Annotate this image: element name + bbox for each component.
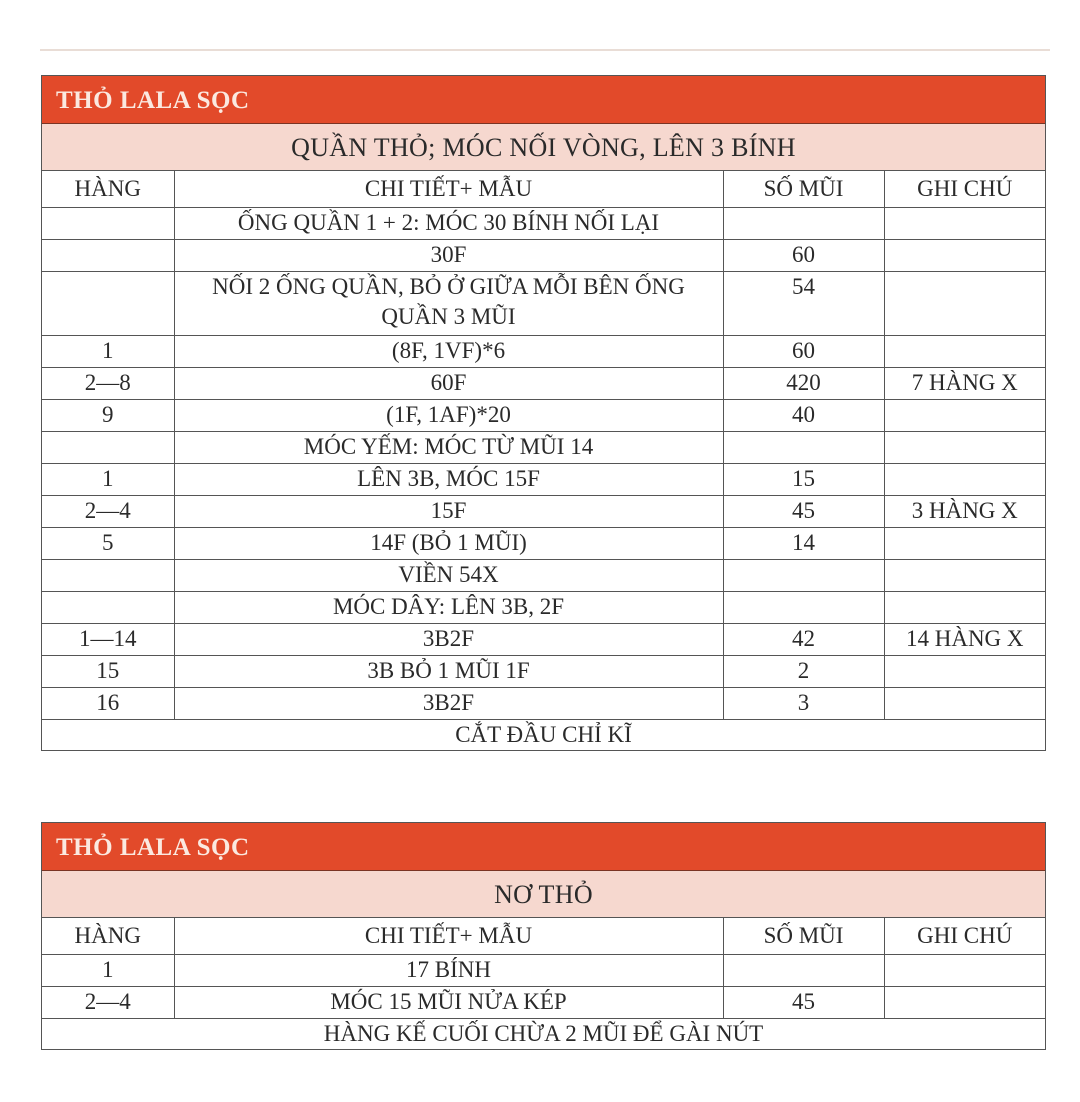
cell-so-mui: 60 (723, 336, 884, 368)
pattern-table (42, 918, 1045, 1049)
header-chi-tiet: CHI TIẾT+ MẪU (174, 171, 723, 208)
cell-so-mui: 45 (723, 987, 884, 1019)
cell-chi-tiet: 3B2F (174, 624, 723, 656)
cell-hang: 9 (42, 400, 174, 432)
footer-note: HÀNG KẾ CUỐI CHỪA 2 MŨI ĐỂ GÀI NÚT (42, 1019, 1045, 1050)
cell-chi-tiet: VIỀN 54X (174, 560, 723, 592)
cell-hang (42, 272, 174, 336)
table-row (42, 368, 1045, 400)
table-row (42, 987, 1045, 1019)
cell-so-mui (723, 560, 884, 592)
cell-ghi-chu (884, 955, 1045, 987)
pattern-table (42, 171, 1045, 750)
cell-chi-tiet: (1F, 1AF)*20 (174, 400, 723, 432)
cell-so-mui: 60 (723, 240, 884, 272)
cell-hang: 1 (42, 336, 174, 368)
cell-hang (42, 432, 174, 464)
table-row (42, 240, 1045, 272)
table-row (42, 688, 1045, 720)
cell-ghi-chu (884, 464, 1045, 496)
footer-note: CẮT ĐẦU CHỈ KĨ (42, 720, 1045, 751)
cell-hang (42, 240, 174, 272)
cell-chi-tiet: MÓC YẾM: MÓC TỪ MŨI 14 (174, 432, 723, 464)
cell-ghi-chu (884, 688, 1045, 720)
cell-chi-tiet: 60F (174, 368, 723, 400)
cell-chi-tiet: 14F (BỎ 1 MŨI) (174, 528, 723, 560)
pattern-card-pants (41, 75, 1046, 751)
table-row (42, 560, 1045, 592)
card-subtitle: QUẦN THỎ; MÓC NỐI VÒNG, LÊN 3 BÍNH (42, 124, 1045, 171)
table-row (42, 432, 1045, 464)
table-header-row (42, 171, 1045, 208)
cell-ghi-chu (884, 336, 1045, 368)
table-footer-row (42, 720, 1045, 751)
cell-hang: 1—14 (42, 624, 174, 656)
cell-so-mui (723, 955, 884, 987)
cell-hang: 15 (42, 656, 174, 688)
cell-so-mui: 15 (723, 464, 884, 496)
header-hang: HÀNG (42, 171, 174, 208)
table-footer-row (42, 1019, 1045, 1050)
cell-chi-tiet: (8F, 1VF)*6 (174, 336, 723, 368)
cell-hang (42, 208, 174, 240)
cell-chi-tiet: MÓC 15 MŨI NỬA KÉP (174, 987, 723, 1019)
cell-so-mui: 420 (723, 368, 884, 400)
cell-ghi-chu (884, 987, 1045, 1019)
table-row (42, 496, 1045, 528)
cell-hang (42, 592, 174, 624)
header-chi-tiet: CHI TIẾT+ MẪU (174, 918, 723, 955)
card-title: THỎ LALA SỌC (42, 76, 1045, 124)
header-so-mui: SỐ MŨI (723, 171, 884, 208)
cell-chi-tiet: NỐI 2 ỐNG QUẦN, BỎ Ở GIỮA MỖI BÊN ỐNG QUẦN 3 MŨI (174, 272, 723, 336)
cell-so-mui: 2 (723, 656, 884, 688)
table-row (42, 592, 1045, 624)
cell-so-mui: 40 (723, 400, 884, 432)
table-row (42, 955, 1045, 987)
table-row (42, 336, 1045, 368)
cell-ghi-chu (884, 592, 1045, 624)
table-row (42, 400, 1045, 432)
cell-ghi-chu: 3 HÀNG X (884, 496, 1045, 528)
cell-chi-tiet: ỐNG QUẦN 1 + 2: MÓC 30 BÍNH NỐI LẠI (174, 208, 723, 240)
cell-chi-tiet: 17 BÍNH (174, 955, 723, 987)
header-so-mui: SỐ MŨI (723, 918, 884, 955)
pattern-card-bow (41, 822, 1046, 1050)
cell-ghi-chu (884, 400, 1045, 432)
cell-hang: 2—4 (42, 987, 174, 1019)
header-ghi-chu: GHI CHÚ (884, 171, 1045, 208)
table-row (42, 528, 1045, 560)
cell-so-mui: 3 (723, 688, 884, 720)
cell-hang: 2—4 (42, 496, 174, 528)
cell-ghi-chu (884, 560, 1045, 592)
table-row (42, 208, 1045, 240)
cell-chi-tiet: 30F (174, 240, 723, 272)
cell-chi-tiet: 15F (174, 496, 723, 528)
cell-ghi-chu (884, 208, 1045, 240)
header-hang: HÀNG (42, 918, 174, 955)
cell-ghi-chu (884, 240, 1045, 272)
header-ghi-chu: GHI CHÚ (884, 918, 1045, 955)
cell-chi-tiet: 3B2F (174, 688, 723, 720)
card-subtitle: NƠ THỎ (42, 871, 1045, 918)
cell-so-mui (723, 432, 884, 464)
cell-ghi-chu: 7 HÀNG X (884, 368, 1045, 400)
card-title: THỎ LALA SỌC (42, 823, 1045, 871)
cell-so-mui (723, 208, 884, 240)
table-row (42, 272, 1045, 336)
cell-chi-tiet: MÓC DÂY: LÊN 3B, 2F (174, 592, 723, 624)
cell-ghi-chu: 14 HÀNG X (884, 624, 1045, 656)
cell-hang: 5 (42, 528, 174, 560)
table-header-row (42, 918, 1045, 955)
cell-so-mui: 14 (723, 528, 884, 560)
cell-so-mui: 42 (723, 624, 884, 656)
cell-chi-tiet: LÊN 3B, MÓC 15F (174, 464, 723, 496)
table-row (42, 656, 1045, 688)
cell-ghi-chu (884, 528, 1045, 560)
table-row (42, 464, 1045, 496)
cell-ghi-chu (884, 656, 1045, 688)
cell-so-mui (723, 592, 884, 624)
cell-hang: 2—8 (42, 368, 174, 400)
cell-hang: 1 (42, 955, 174, 987)
top-divider (40, 49, 1050, 51)
cell-hang: 16 (42, 688, 174, 720)
cell-ghi-chu (884, 432, 1045, 464)
cell-hang: 1 (42, 464, 174, 496)
table-row (42, 624, 1045, 656)
cell-ghi-chu (884, 272, 1045, 336)
cell-hang (42, 560, 174, 592)
cell-so-mui: 54 (723, 272, 884, 336)
cell-so-mui: 45 (723, 496, 884, 528)
cell-chi-tiet: 3B BỎ 1 MŨI 1F (174, 656, 723, 688)
